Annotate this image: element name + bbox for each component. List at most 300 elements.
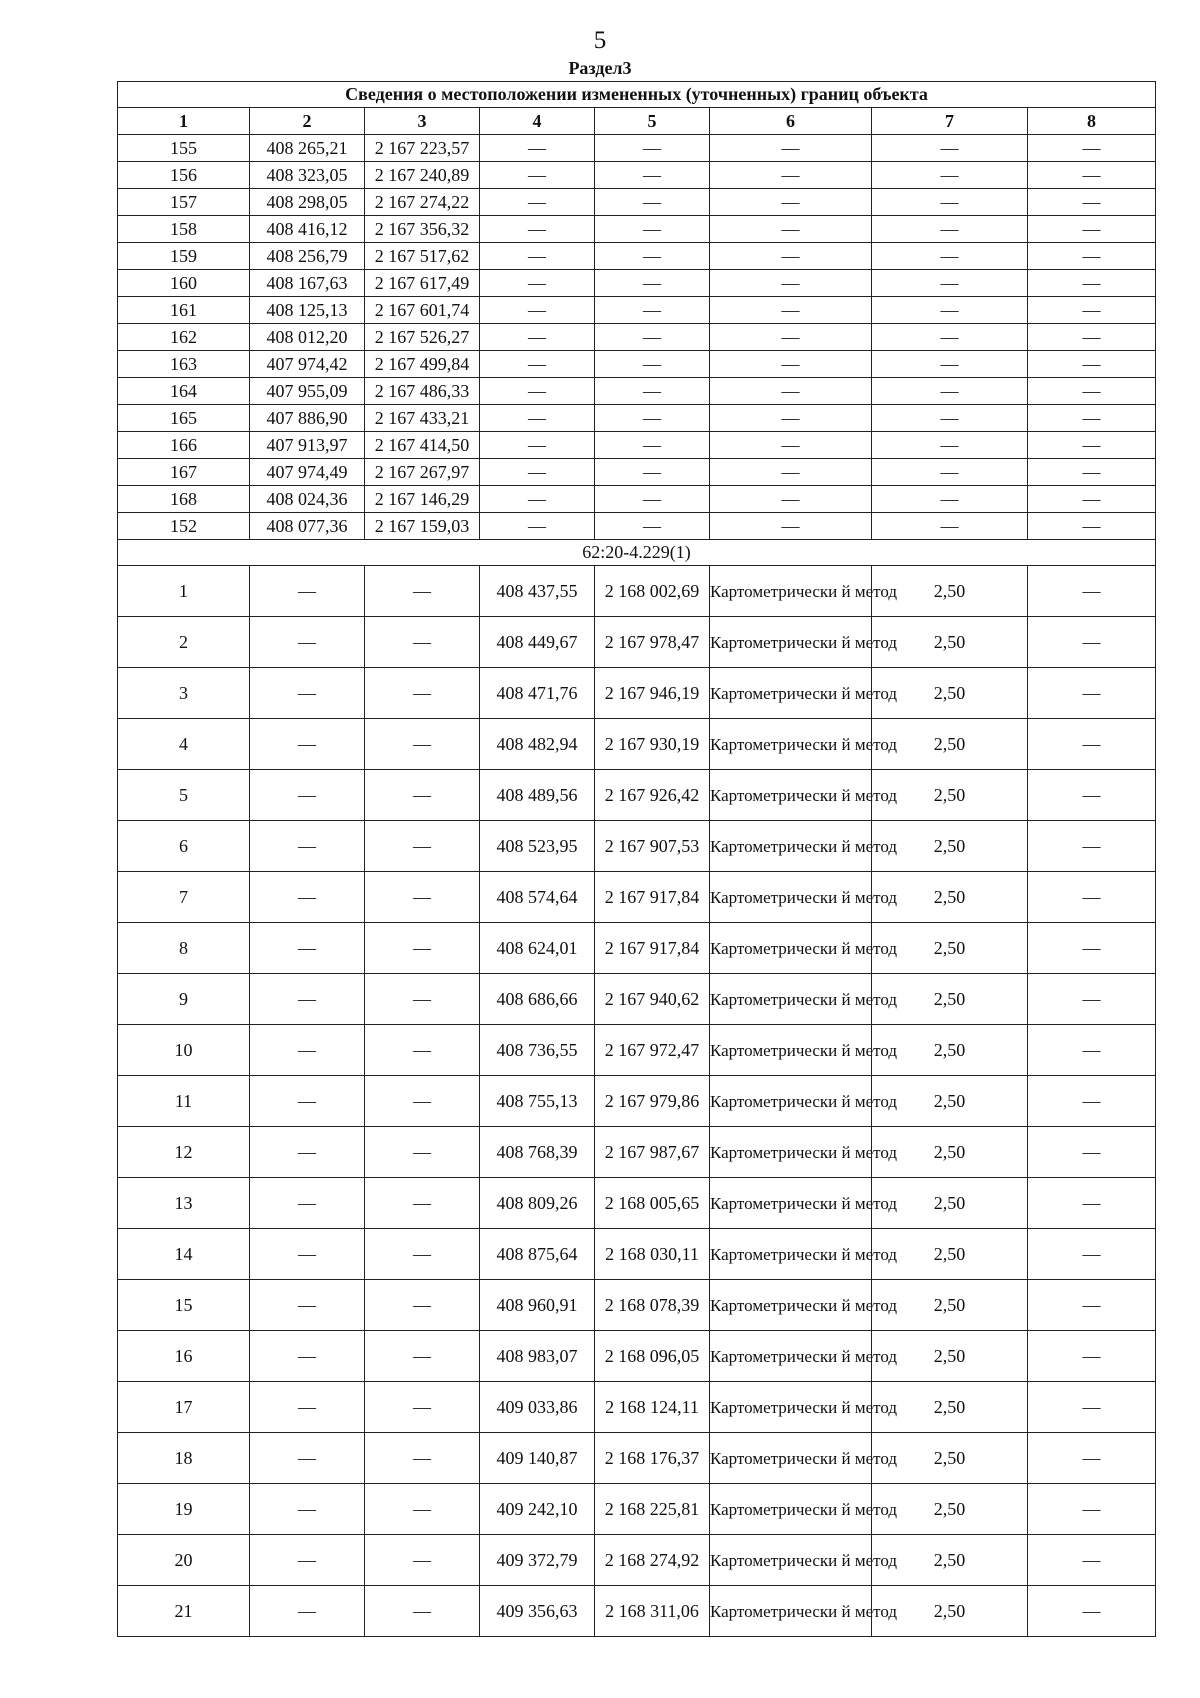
table-cell: 409 356,63	[480, 1586, 595, 1637]
table-cell: 2 168 096,05	[595, 1331, 710, 1382]
column-header: 8	[1028, 108, 1156, 135]
table-cell: 408 686,66	[480, 974, 595, 1025]
table-cell: 2 167 601,74	[365, 297, 480, 324]
table-cell: —	[365, 1229, 480, 1280]
table-cell: 408 482,94	[480, 719, 595, 770]
table-cell: —	[250, 1280, 365, 1331]
table-cell: 2 168 176,37	[595, 1433, 710, 1484]
table-cell: —	[872, 459, 1028, 486]
table-cell: —	[872, 486, 1028, 513]
table-row	[118, 617, 1156, 668]
table-cell: —	[250, 1433, 365, 1484]
table-cell: Картометрически й метод	[710, 1382, 872, 1433]
table-cell: 1	[118, 566, 250, 617]
column-header: 1	[118, 108, 250, 135]
table-cell: 162	[118, 324, 250, 351]
table-cell: 2 168 225,81	[595, 1484, 710, 1535]
table-cell: —	[710, 513, 872, 540]
table-cell: —	[1028, 1382, 1156, 1433]
table-cell: 2,50	[872, 1535, 1028, 1586]
table-cell: —	[1028, 270, 1156, 297]
table-cell: 167	[118, 459, 250, 486]
table-cell: —	[1028, 1586, 1156, 1637]
table-cell: —	[480, 243, 595, 270]
table-cell: —	[872, 216, 1028, 243]
table-cell: —	[480, 459, 595, 486]
table-cell: —	[1028, 1178, 1156, 1229]
table-row	[118, 135, 1156, 162]
table-row	[118, 1433, 1156, 1484]
table-cell: 408 077,36	[250, 513, 365, 540]
table-cell: —	[480, 162, 595, 189]
table-row	[118, 270, 1156, 297]
table-cell: —	[365, 1025, 480, 1076]
table-cell: —	[250, 1178, 365, 1229]
coordinates-table	[117, 81, 1156, 1637]
table-cell: —	[1028, 566, 1156, 617]
table-row	[118, 297, 1156, 324]
table-row	[118, 668, 1156, 719]
table-cell: Картометрически й метод	[710, 1535, 872, 1586]
table-cell: 2,50	[872, 974, 1028, 1025]
table-cell: 2 168 002,69	[595, 566, 710, 617]
table-cell: 165	[118, 405, 250, 432]
table-cell: —	[365, 1127, 480, 1178]
table-cell: 2 168 078,39	[595, 1280, 710, 1331]
table-cell: 2 167 414,50	[365, 432, 480, 459]
table-cell: 2 168 274,92	[595, 1535, 710, 1586]
table-cell: —	[872, 378, 1028, 405]
table-cell: —	[1028, 513, 1156, 540]
table-cell: 2,50	[872, 1025, 1028, 1076]
table-cell: 2 167 917,84	[595, 923, 710, 974]
table-cell: —	[250, 1025, 365, 1076]
table-cell: —	[1028, 923, 1156, 974]
table-cell: 13	[118, 1178, 250, 1229]
table-cell: 157	[118, 189, 250, 216]
table-cell: 408 449,67	[480, 617, 595, 668]
table-cell: 408 265,21	[250, 135, 365, 162]
table-cell: Картометрически й метод	[710, 1433, 872, 1484]
table-cell: 2 167 940,62	[595, 974, 710, 1025]
table-cell: —	[480, 324, 595, 351]
column-header: 7	[872, 108, 1028, 135]
table-cell: —	[595, 432, 710, 459]
table-cell: 9	[118, 974, 250, 1025]
table-cell: 2,50	[872, 1586, 1028, 1637]
table-cell: 2,50	[872, 719, 1028, 770]
table-cell: 152	[118, 513, 250, 540]
table-cell: 408 736,55	[480, 1025, 595, 1076]
table-cell: 407 974,49	[250, 459, 365, 486]
table-cell: —	[365, 1076, 480, 1127]
table-cell: 14	[118, 1229, 250, 1280]
table-cell: —	[480, 432, 595, 459]
table-cell: 2,50	[872, 1178, 1028, 1229]
table-cell: —	[1028, 668, 1156, 719]
column-header: 2	[250, 108, 365, 135]
table-cell: Картометрически й метод	[710, 1025, 872, 1076]
table-cell: Картометрически й метод	[710, 1127, 872, 1178]
table-cell: 18	[118, 1433, 250, 1484]
table-cell: 408 489,56	[480, 770, 595, 821]
table-cell: —	[1028, 351, 1156, 378]
table-cell: —	[710, 324, 872, 351]
table-cell: —	[365, 1433, 480, 1484]
table-cell: —	[365, 668, 480, 719]
table-cell: 2 167 517,62	[365, 243, 480, 270]
table-cell: Картометрически й метод	[710, 1586, 872, 1637]
table-cell: 2 167 978,47	[595, 617, 710, 668]
table-cell: —	[710, 486, 872, 513]
table-cell: 156	[118, 162, 250, 189]
table-cell: 2 168 311,06	[595, 1586, 710, 1637]
table-cell: —	[480, 513, 595, 540]
table-cell: —	[1028, 821, 1156, 872]
table-cell: —	[595, 216, 710, 243]
table-cell: —	[365, 1586, 480, 1637]
table-cell: —	[480, 351, 595, 378]
table-cell: 158	[118, 216, 250, 243]
table-cell: —	[1028, 243, 1156, 270]
table-row	[118, 486, 1156, 513]
table-cell: —	[250, 1484, 365, 1535]
table-cell: 2 167 907,53	[595, 821, 710, 872]
table-row	[118, 1382, 1156, 1433]
table-cell: —	[250, 566, 365, 617]
table-row	[118, 974, 1156, 1025]
table-cell: —	[872, 162, 1028, 189]
table-cell: —	[1028, 1484, 1156, 1535]
table-cell: 408 768,39	[480, 1127, 595, 1178]
table-cell: 2,50	[872, 1433, 1028, 1484]
table-cell: —	[480, 216, 595, 243]
table-cell: —	[250, 1127, 365, 1178]
table-cell: 19	[118, 1484, 250, 1535]
table-cell: 160	[118, 270, 250, 297]
table-cell: 407 974,42	[250, 351, 365, 378]
table-cell: 408 416,12	[250, 216, 365, 243]
table-cell: —	[1028, 974, 1156, 1025]
table-cell: —	[710, 243, 872, 270]
table-cell: —	[480, 297, 595, 324]
table-cell: 21	[118, 1586, 250, 1637]
table-row	[118, 162, 1156, 189]
table-cell: —	[872, 351, 1028, 378]
table-cell: —	[1028, 216, 1156, 243]
table-row	[118, 243, 1156, 270]
table-cell: 2 167 267,97	[365, 459, 480, 486]
table-cell: Картометрически й метод	[710, 1229, 872, 1280]
table-cell: Картометрически й метод	[710, 923, 872, 974]
table-cell: —	[872, 513, 1028, 540]
table-cell: —	[480, 270, 595, 297]
table-cell: 2,50	[872, 1484, 1028, 1535]
table-cell: 15	[118, 1280, 250, 1331]
table-cell: Картометрически й метод	[710, 1178, 872, 1229]
table-cell: —	[480, 405, 595, 432]
table-cell: Картометрически й метод	[710, 974, 872, 1025]
table-cell: —	[1028, 1076, 1156, 1127]
table-cell: —	[595, 459, 710, 486]
page-number: 5	[593, 27, 607, 54]
table-row	[118, 1586, 1156, 1637]
table-cell: —	[1028, 872, 1156, 923]
column-header: 5	[595, 108, 710, 135]
table-caption: Сведения о местоположении измененных (уточненных) границ объекта	[118, 82, 1156, 108]
table-cell: —	[365, 872, 480, 923]
table-cell: Картометрически й метод	[710, 1484, 872, 1535]
table-cell: —	[250, 1076, 365, 1127]
table-cell: —	[595, 189, 710, 216]
table-cell: 2 168 124,11	[595, 1382, 710, 1433]
table-cell: —	[365, 770, 480, 821]
table-cell: 3	[118, 668, 250, 719]
table-cell: 17	[118, 1382, 250, 1433]
table-cell: 408 437,55	[480, 566, 595, 617]
table-cell: —	[250, 1535, 365, 1586]
table-cell: Картометрически й метод	[710, 821, 872, 872]
table-cell: 407 913,97	[250, 432, 365, 459]
table-cell: —	[710, 378, 872, 405]
table-cell: Картометрически й метод	[710, 668, 872, 719]
table-cell: —	[1028, 1127, 1156, 1178]
table-cell: 2 167 499,84	[365, 351, 480, 378]
table-row	[118, 459, 1156, 486]
table-row	[118, 324, 1156, 351]
table-cell: —	[595, 513, 710, 540]
table-header-row	[118, 108, 1156, 135]
table-cell: 408 624,01	[480, 923, 595, 974]
table-cell: —	[595, 243, 710, 270]
table-cell: —	[710, 162, 872, 189]
table-cell: 408 755,13	[480, 1076, 595, 1127]
table-cell: 408 256,79	[250, 243, 365, 270]
table-row	[118, 1280, 1156, 1331]
table-cell: —	[480, 378, 595, 405]
table-cell: —	[1028, 1535, 1156, 1586]
table-cell: Картометрически й метод	[710, 872, 872, 923]
table-row	[118, 405, 1156, 432]
table-cell: —	[872, 405, 1028, 432]
table-cell: —	[1028, 162, 1156, 189]
table-cell: Картометрически й метод	[710, 719, 872, 770]
table-row	[118, 872, 1156, 923]
table-cell: —	[1028, 135, 1156, 162]
table-cell: 2 167 526,27	[365, 324, 480, 351]
table-row	[118, 1229, 1156, 1280]
table-cell: 409 033,86	[480, 1382, 595, 1433]
table-cell: —	[1028, 189, 1156, 216]
table-cell: —	[365, 1535, 480, 1586]
table-cell: —	[710, 405, 872, 432]
table-caption-row	[118, 82, 1156, 108]
table-cell: 2,50	[872, 1076, 1028, 1127]
table-cell: Картометрически й метод	[710, 566, 872, 617]
table-cell: —	[1028, 1433, 1156, 1484]
table-row	[118, 513, 1156, 540]
table-cell: Картометрически й метод	[710, 617, 872, 668]
table-cell: —	[250, 668, 365, 719]
table-cell: —	[365, 1331, 480, 1382]
table-cell: —	[480, 189, 595, 216]
table-cell: 2 168 005,65	[595, 1178, 710, 1229]
table-row	[118, 566, 1156, 617]
table-cell: Картометрически й метод	[710, 1076, 872, 1127]
table-cell: 408 983,07	[480, 1331, 595, 1382]
table-cell: 407 955,09	[250, 378, 365, 405]
table-cell: —	[710, 135, 872, 162]
table-row	[118, 1025, 1156, 1076]
table-cell: —	[595, 351, 710, 378]
table-cell: —	[710, 189, 872, 216]
table-cell: 2 167 946,19	[595, 668, 710, 719]
table-row	[118, 1331, 1156, 1382]
table-cell: —	[872, 189, 1028, 216]
table-cell: 4	[118, 719, 250, 770]
table-cell: —	[250, 872, 365, 923]
table-cell: 8	[118, 923, 250, 974]
table-cell: 163	[118, 351, 250, 378]
table-cell: 409 140,87	[480, 1433, 595, 1484]
table-row	[118, 1484, 1156, 1535]
table-cell: 2,50	[872, 1127, 1028, 1178]
table-cell: —	[1028, 459, 1156, 486]
table-cell: 2 167 356,32	[365, 216, 480, 243]
table-cell: —	[1028, 770, 1156, 821]
table-cell: 408 875,64	[480, 1229, 595, 1280]
table-cell: 166	[118, 432, 250, 459]
table-cell: 408 298,05	[250, 189, 365, 216]
table-cell: 2,50	[872, 668, 1028, 719]
table-cell: —	[365, 719, 480, 770]
table-row	[118, 432, 1156, 459]
table-cell: 2 167 930,19	[595, 719, 710, 770]
table-cell: —	[250, 617, 365, 668]
table-row	[118, 770, 1156, 821]
table-row	[118, 1076, 1156, 1127]
table-cell: 408 523,95	[480, 821, 595, 872]
table-cell: 10	[118, 1025, 250, 1076]
table-cell: 409 242,10	[480, 1484, 595, 1535]
table-cell: —	[1028, 378, 1156, 405]
table-cell: 2 167 240,89	[365, 162, 480, 189]
table-cell: —	[1028, 432, 1156, 459]
table-cell: 2,50	[872, 1331, 1028, 1382]
table-cell: —	[872, 324, 1028, 351]
table-cell: Картометрически й метод	[710, 770, 872, 821]
table-row	[118, 216, 1156, 243]
table-cell: —	[872, 270, 1028, 297]
table-cell: —	[365, 974, 480, 1025]
group-row	[118, 540, 1156, 566]
table-cell: 2,50	[872, 872, 1028, 923]
table-cell: —	[250, 770, 365, 821]
table-cell: —	[365, 617, 480, 668]
table-cell: —	[1028, 1280, 1156, 1331]
table-cell: 2,50	[872, 566, 1028, 617]
table-cell: —	[595, 324, 710, 351]
table-cell: 2 167 486,33	[365, 378, 480, 405]
table-cell: 159	[118, 243, 250, 270]
table-cell: —	[250, 1331, 365, 1382]
table-row	[118, 1535, 1156, 1586]
table-cell: 408 960,91	[480, 1280, 595, 1331]
table-cell: 7	[118, 872, 250, 923]
table-cell: —	[1028, 1331, 1156, 1382]
table-cell: —	[710, 459, 872, 486]
table-cell: 2 167 987,67	[595, 1127, 710, 1178]
section-title: Раздел3	[568, 58, 632, 78]
table-row	[118, 821, 1156, 872]
table-cell: 2 167 274,22	[365, 189, 480, 216]
table-cell: —	[250, 1229, 365, 1280]
table-cell: 2	[118, 617, 250, 668]
table-cell: 2,50	[872, 821, 1028, 872]
table-cell: —	[872, 135, 1028, 162]
table-cell: —	[1028, 405, 1156, 432]
table-cell: —	[595, 297, 710, 324]
table-cell: —	[1028, 617, 1156, 668]
table-cell: 2,50	[872, 1382, 1028, 1433]
table-cell: 2 167 972,47	[595, 1025, 710, 1076]
table-cell: 168	[118, 486, 250, 513]
table-cell: —	[872, 297, 1028, 324]
table-cell: 408 024,36	[250, 486, 365, 513]
table-cell: 408 167,63	[250, 270, 365, 297]
table-cell: 5	[118, 770, 250, 821]
table-cell: 408 012,20	[250, 324, 365, 351]
table-cell: 11	[118, 1076, 250, 1127]
table-cell: 408 809,26	[480, 1178, 595, 1229]
table-cell: 408 125,13	[250, 297, 365, 324]
table-cell: —	[710, 351, 872, 378]
table-cell: Картометрически й метод	[710, 1331, 872, 1382]
table-cell: 2 167 979,86	[595, 1076, 710, 1127]
table-row	[118, 351, 1156, 378]
table-row	[118, 378, 1156, 405]
table-row	[118, 1178, 1156, 1229]
table-cell: —	[250, 974, 365, 1025]
table-cell: —	[595, 405, 710, 432]
group-label: 62:20-4.229(1)	[118, 540, 1156, 566]
table-row	[118, 189, 1156, 216]
table-cell: —	[710, 270, 872, 297]
table-cell: —	[710, 216, 872, 243]
table-cell: 2 168 030,11	[595, 1229, 710, 1280]
table-cell: —	[1028, 719, 1156, 770]
table-cell: —	[365, 1382, 480, 1433]
table-cell: —	[1028, 297, 1156, 324]
table-cell: —	[872, 243, 1028, 270]
table-cell: —	[1028, 1229, 1156, 1280]
table-cell: 161	[118, 297, 250, 324]
table-cell: 164	[118, 378, 250, 405]
table-cell: 2,50	[872, 770, 1028, 821]
table-cell: 20	[118, 1535, 250, 1586]
table-cell: 2 167 146,29	[365, 486, 480, 513]
column-header: 6	[710, 108, 872, 135]
table-cell: —	[250, 1382, 365, 1433]
table-cell: 2 167 617,49	[365, 270, 480, 297]
table-cell: —	[365, 923, 480, 974]
table-cell: —	[365, 566, 480, 617]
table-cell: —	[872, 432, 1028, 459]
table-cell: 2,50	[872, 1229, 1028, 1280]
table-cell: —	[250, 719, 365, 770]
table-cell: —	[595, 135, 710, 162]
table-cell: 408 323,05	[250, 162, 365, 189]
